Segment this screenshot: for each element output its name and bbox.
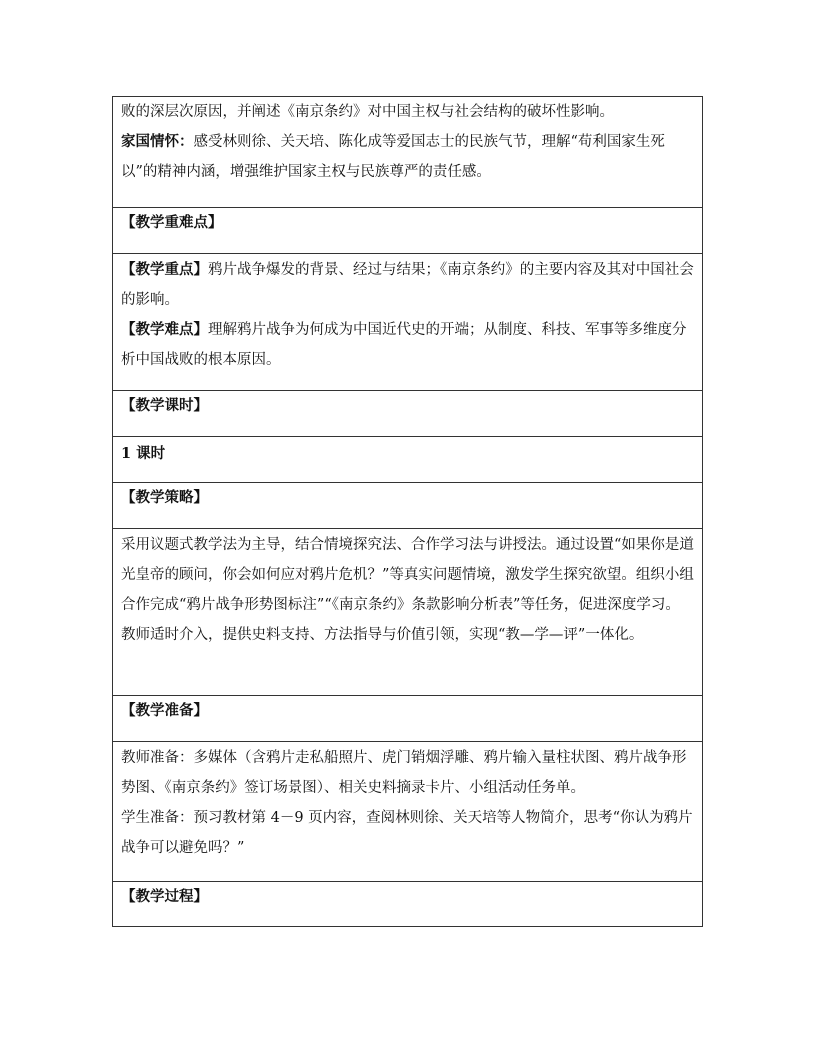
goals-continuation: 败的深层次原因，并阐述《南京条约》对中国主权与社会结构的破坏性影响。 [121, 104, 614, 120]
prep-header-cell [113, 695, 702, 741]
prep-header: 【教学准备】 [121, 702, 208, 719]
difficult-point-label: 【教学难点】 [121, 321, 208, 338]
student-prep: 学生准备：预习教材第 4－9 页内容，查阅林则徐、关天培等人物简介，思考“你认为鸦片战争可以避免吗？” [121, 810, 693, 856]
key-difficult-cell [113, 253, 702, 390]
lesson-plan-table [112, 96, 703, 927]
key-point-text: 鸦片战争爆发的背景、经过与结果；《南京条约》的主要内容及其对中国社会的影响。 [121, 262, 694, 308]
patriotism-text: 感受林则徐、关天培、陈化成等爱国志士的民族气节，理解“苟利国家生死以”的精神内涵，增强维护国家主权与民族尊严的责任感。 [121, 134, 665, 180]
difficult-point-text: 理解鸦片战争为何成为中国近代史的开端；从制度、科技、军事等多维度分析中国战败的根本原因。 [121, 322, 687, 368]
hours-header: 【教学课时】 [121, 397, 208, 414]
goals-cell [113, 97, 702, 207]
hours-cell [113, 436, 702, 482]
process-header: 【教学过程】 [121, 888, 208, 905]
strategy-text: 采用议题式教学法为主导，结合情境探究法、合作学习法与讲授法。通过设置“如果你是道光皇帝的顾问，你会如何应对鸦片危机？”等真实问题情境，激发学生探究欲望。组织小组合作完成“鸦片战争形势图标注”“《南京条约》条款影响分析表”等任务，促进深度学习。教师适时介入，提供史料支持、方法指导与价值引领，实现“教—学—评”一体化。 [121, 537, 694, 643]
teacher-prep: 教师准备：多媒体（含鸦片走私船照片、虎门销烟浮雕、鸦片输入量柱状图、鸦片战争形势图、《南京条约》签订场景图）、相关史料摘录卡片、小组活动任务单。 [121, 750, 687, 796]
key-difficult-header-cell [113, 207, 702, 253]
difficult-point [121, 315, 694, 375]
strategy-header-cell [113, 482, 702, 528]
key-difficult-header: 【教学重难点】 [121, 214, 223, 231]
process-header-cell [113, 881, 702, 926]
prep-cell [113, 741, 702, 881]
hours-header-cell [113, 390, 702, 436]
hours-value: 1 课时 [121, 445, 166, 462]
patriotism-label: 家国情怀： [121, 133, 194, 150]
patriotism-goal [121, 127, 694, 187]
key-point-label: 【教学重点】 [121, 261, 208, 278]
key-point [121, 255, 694, 315]
strategy-header: 【教学策略】 [121, 489, 208, 506]
strategy-cell [113, 528, 702, 695]
